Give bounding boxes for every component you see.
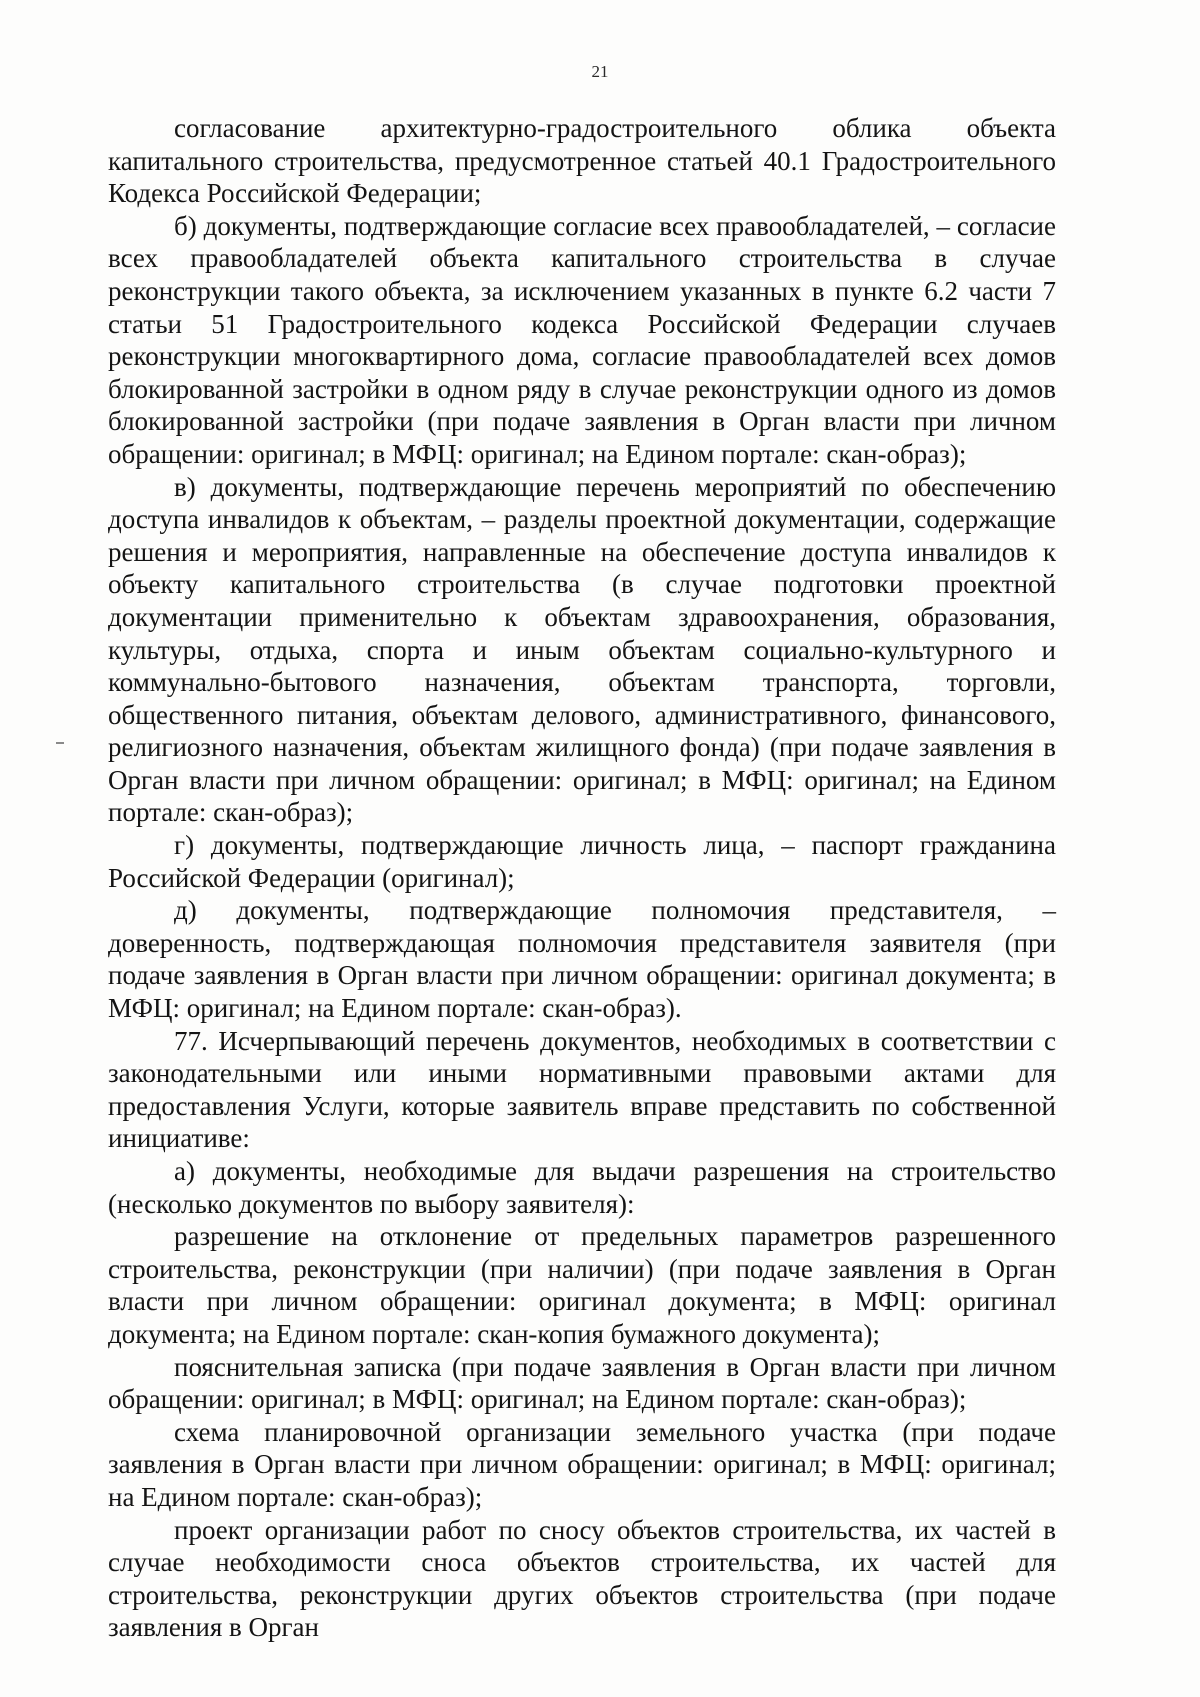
paragraph-item-g: г) документы, подтверждающие личность лица, – паспорт гражданина Российской Федерации (оригинал); <box>108 830 1056 893</box>
paragraph-site-plan: схема планировочной организации земельного участка (при подаче заявления в Орган власти при личном обращении: оригинал; в МФЦ: оригинал; на Едином портале: скан-образ); <box>108 1416 1056 1512</box>
document-body <box>108 112 1056 1644</box>
paragraph-clause-77: 77. Исчерпывающий перечень документов, необходимых в соответствии с законодательными или иными нормативными правовыми актами для предоставления Услуги, которые заявитель вправе представить по собственной инициативе: <box>108 1025 1056 1154</box>
paragraph-continuation: согласование архитектурно-градостроительного облика объекта капитального строительства, предусмотренное статьей 40.1 Градостроительного Кодекса Российской Федерации; <box>108 113 1056 209</box>
scan-artifact <box>56 742 64 744</box>
paragraph-permit-deviation: разрешение на отклонение от предельных параметров разрешенного строительства, реконструкции (при наличии) (при подаче заявления в Орган власти при личном обращении: оригинал документа; в МФЦ: оригинал документа; на Едином портале: скан-копия бумажного документа); <box>108 1221 1056 1349</box>
paragraph-item-b: б) документы, подтверждающие согласие всех правообладателей, – согласие всех правообладателей объекта капитального строительства в случае реконструкции такого объекта, за исключением указанных в пункте 6.2 части 7 статьи 51 Градостроительного кодекса Российской Федерации случаев реконструкции многоквартирного дома, согласие правообладателей всех домов блокированной застройки в одном ряду в случае реконструкции одного из домов блокированной застройки (при подаче заявления в Орган власти при личном обращении: оригинал; в МФЦ: оригинал; на Едином портале: скан-образ); <box>108 210 1056 469</box>
paragraph-item-d: д) документы, подтверждающие полномочия представителя, – доверенность, подтверждающая полномочия представителя заявителя (при подаче заявления в Орган власти при личном обращении: оригинал документа; в МФЦ: оригинал; на Едином портале: скан-образ). <box>108 895 1056 1024</box>
paragraph-explanatory-note: пояснительная записка (при подаче заявления в Орган власти при личном обращении: оригинал; в МФЦ: оригинал; на Едином портале: скан-образ); <box>108 1351 1056 1415</box>
paragraph-demolition-project: проект организации работ по сносу объектов строительства, их частей в случае необходимости сноса объектов строительства, их частей для строительства, реконструкции других объектов строительства (при подаче заявления в Орган <box>108 1514 1056 1643</box>
page-number: 21 <box>591 62 609 81</box>
paragraph-item-a: а) документы, необходимые для выдачи разрешения на строительство (несколько документов по выбору заявителя): <box>108 1156 1056 1219</box>
paragraph-item-v: в) документы, подтверждающие перечень мероприятий по обеспечению доступа инвалидов к объектам, – разделы проектной документации, содержащие решения и мероприятия, направленные на обеспечение доступа инвалидов к объекту капитального строительства (в случае подготовки проектной документации применительно к объектам здравоохранения, образования, культуры, отдыха, спорта и иным объектам социально-культурного и коммунально-бытового назначения, объектам транспорта, торговли, общественного питания, объектам делового, административного, финансового, религиозного назначения, объектам жилищного фонда) (при подаче заявления в Орган власти при личном обращении: оригинал; в МФЦ: оригинал; на Едином портале: скан-образ); <box>108 471 1056 828</box>
